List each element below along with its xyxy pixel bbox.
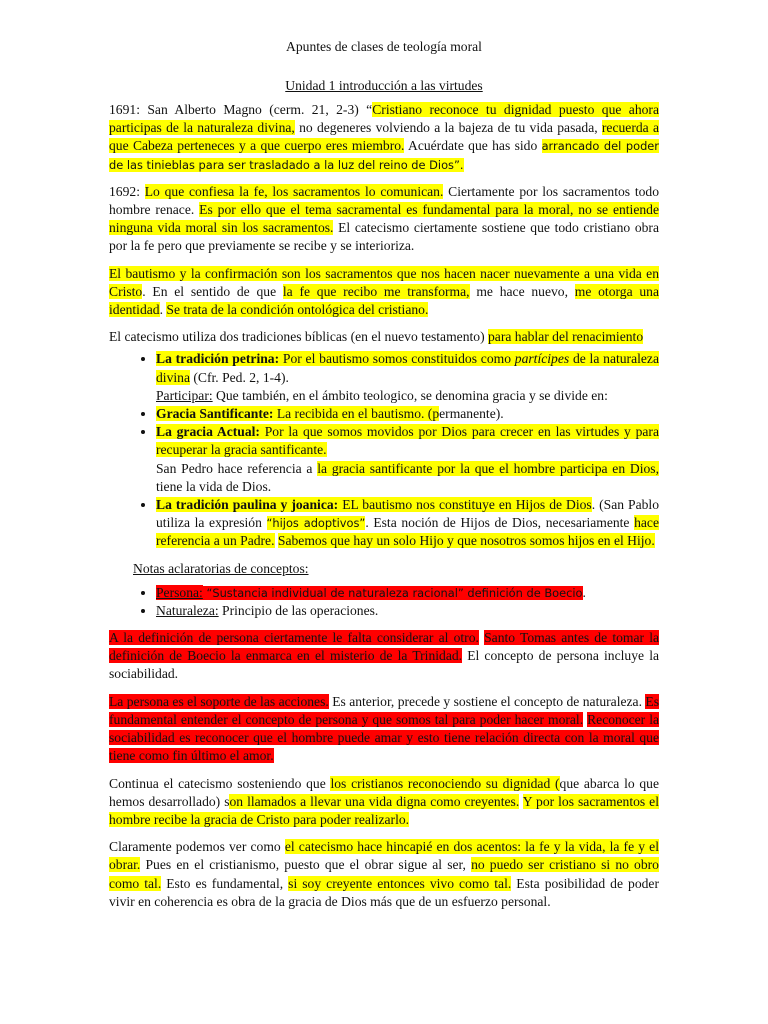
paragraph-claramente: Claramente podemos ver como el catecismo hace hincapié en dos acentos: la fe y la vida, la fe y el obrar. Pues en el cristianismo, puesto que el obrar sigue al ser, no puedo ser cristiano si no obro como tal. Esto es fundamental, si soy creyente entonces vivo como tal. Esta posibilidad de poder vivir en coherencia es obra de la gracia de Dios más que de un esfuerzo personal. <box>109 839 659 909</box>
paragraph-catecismo: El catecismo utiliza dos tradiciones bíblicas (en el nuevo testamento) para hablar del renacimiento <box>109 329 644 345</box>
unit-title: Unidad 1 introducción a las virtudes <box>285 78 483 93</box>
highlight-yellow: la fe que recibo me transforma, <box>282 283 470 299</box>
highlight-red: La persona es el soporte de las acciones. <box>109 693 329 709</box>
persona-label: Persona: <box>156 584 203 600</box>
list-item-petrina: • La tradición petrina: Por el bautismo somos constituidos como partícipes de la naturaleza divina (Cfr. Ped. 2, 1-4). Participar: Que también, en el ámbito teologico, se denomina gracia y se divide en: <box>156 350 659 405</box>
petrina-title: La tradición petrina: <box>156 351 280 367</box>
paulina-title: La tradición paulina y joanica: <box>156 497 339 513</box>
highlight-yellow: El bautismo y la confirmación son los sacramentos que nos hacen nacer nuevamente a una vida en Cristo <box>109 265 659 299</box>
highlight-red: A la definición de persona ciertamente le falta considerar al otro. <box>109 630 479 646</box>
highlight-yellow: la gracia santificante por la que el hombre participa en Dios, <box>317 460 659 476</box>
page-title: Apuntes de clases de teología moral <box>286 39 482 54</box>
notes-title: Notas aclaratorias de conceptos: <box>133 560 309 576</box>
highlight-yellow: “hijos adoptivos” <box>266 516 366 531</box>
highlight-yellow: Se trata de la condición ontológica del cristiano. <box>166 302 429 318</box>
highlight-yellow: Es por ello que el tema sacramental es fundamental para la moral, no se entiende ninguna vida moral sin los sacramentos. <box>109 202 659 236</box>
highlight-yellow: Cristiano reconoce tu dignidad puesto que ahora participas de la naturaleza divina, <box>109 102 659 136</box>
paragraph-definicion: A la definición de persona ciertamente le falta considerar al otro. Santo Tomas antes de tomar la definición de Boecio la enmarca en el misterio de la Trinidad. El concepto de persona incluye la sociabilidad. <box>109 630 660 682</box>
highlight-yellow: no puedo ser cristiano si no obro como tal. <box>109 857 659 891</box>
highlight-yellow: si soy creyente entonces vivo como tal. <box>288 875 512 891</box>
highlight-yellow: los cristianos reconociendo su dignidad ( <box>330 775 560 791</box>
naturaleza-label: Naturaleza: <box>156 602 219 618</box>
highlight-yellow: me otorga una identidad <box>109 283 660 318</box>
participar-label: Participar: <box>156 387 213 403</box>
traditions-list <box>109 350 659 550</box>
list-item-paulina: • La tradición paulina y joanica: EL bautismo nos constituye en Hijos de Dios. (San Pablo utiliza la expresión “hijos adoptivos”. Esta noción de Hijos de Dios, necesariamente hace referencia a un Padre. Sabemos que hay un solo Hijo y que nosotros somos hijos en el Hijo. <box>156 496 659 551</box>
document-page <box>109 38 659 920</box>
paragraph-bautismo: El bautismo y la confirmación son los sacramentos que nos hacen nacer nuevamente a una vida en Cristo. En el sentido de que la fe que recibo me transforma, me hace nuevo, me otorga una identidad. Se trata de la condición ontológica del cristiano. <box>109 265 660 318</box>
highlight-yellow: on llamados a llevar una vida digna como creyentes. <box>229 793 520 809</box>
paragraph-continua: Continua el catecismo sosteniendo que los cristianos reconociendo su dignidad (que abarca lo que hemos desarrollado) son llamados a llevar una vida digna como creyentes. Y por los sacramentos el hombre recibe la gracia de Cristo para poder realizarlo. <box>109 775 659 827</box>
highlight-red: Santo Tomas antes de tomar la definición de Boecio la enmarca en el misterio de la Trinidad. <box>109 630 660 664</box>
paragraph-1691: 1691: San Alberto Magno (cerm. 21, 2-3) “Cristiano reconoce tu dignidad puesto que ahora participas de la naturaleza divina, no degeneres volviendo a la bajeza de tu vida pasada, recuerda a que Cabeza perteneces y a que cuerpo eres miembro. Acuérdate que has sido arrancado del poder de las tinieblas para ser trasladado a la luz del reino de Dios”. <box>109 102 659 172</box>
highlight-yellow: Lo que confiesa la fe, los sacramentos lo comunican. <box>144 183 444 199</box>
list-item-persona: • Persona: “Sustancia individual de naturaleza racional” definición de Boecio. <box>156 584 659 602</box>
list-item-gracia-actual: • La gracia Actual: Por la que somos movidos por Dios para crecer en las virtudes y para recuperar la gracia santificante. San Pedro hace referencia a la gracia santificante por la que el hombre participa en Dios, tiene la vida de Dios. <box>156 423 659 496</box>
highlight-yellow: arrancado del poder de las tinieblas para ser trasladado a la luz del reino de Dios”. <box>109 139 659 172</box>
list-item-naturaleza: • Naturaleza: Principio de las operaciones. <box>156 602 659 620</box>
gracia-actual-title: La gracia Actual: <box>156 424 260 440</box>
highlight-yellow: hace referencia a un Padre. <box>156 515 659 549</box>
highlight-red: Es fundamental entender el concepto de persona y que somos tal para poder hacer moral. <box>109 693 659 727</box>
paragraph-soporte: La persona es el soporte de las acciones. Es anterior, precede y sostiene el concepto de naturaleza. Es fundamental entender el concepto de persona y que somos tal para poder hacer moral. Reconocer la sociabilidad es reconocer que el hombre puede amar y esto tiene relación directa con la moral que tiene como fin último el amor. <box>109 693 660 764</box>
highlight-red: Reconocer la sociabilidad es reconocer que el hombre puede amar y esto tiene relación directa con la moral que tiene como fin último el amor. <box>109 711 660 764</box>
highlight-yellow: Y por los sacramentos el hombre recibe la gracia de Cristo para poder realizarlo. <box>109 793 659 827</box>
gracia-santificante-title: Gracia Santificante: <box>156 406 274 422</box>
highlight-yellow: recuerda a que Cabeza perteneces y a que cuerpo eres miembro. <box>109 120 659 154</box>
highlight-yellow: para hablar del renacimiento <box>488 329 644 345</box>
highlight-yellow: el catecismo hace hincapié en dos acentos: la fe y la vida, la fe y el obrar. <box>109 839 659 873</box>
highlight-red: “Sustancia individual de naturaleza racional” definición de Boecio <box>202 585 583 600</box>
notes-list <box>109 584 659 620</box>
paragraph-1692: 1692: Lo que confiesa la fe, los sacramentos lo comunican. Ciertamente por los sacramentos todo hombre renace. Es por ello que el tema sacramental es fundamental para la moral, no se entiende ninguna vida moral sin los sacramentos. El catecismo ciertamente sostiene que todo cristiano obra por la fe pero que previamente se recibe y se interioriza. <box>109 183 659 254</box>
highlight-yellow: Sabemos que hay un solo Hijo y que nosotros somos hijos en el Hijo. <box>277 533 655 549</box>
list-item-gracia-santificante: • Gracia Santificante: La recibida en el bautismo. (permanente). <box>156 405 659 423</box>
